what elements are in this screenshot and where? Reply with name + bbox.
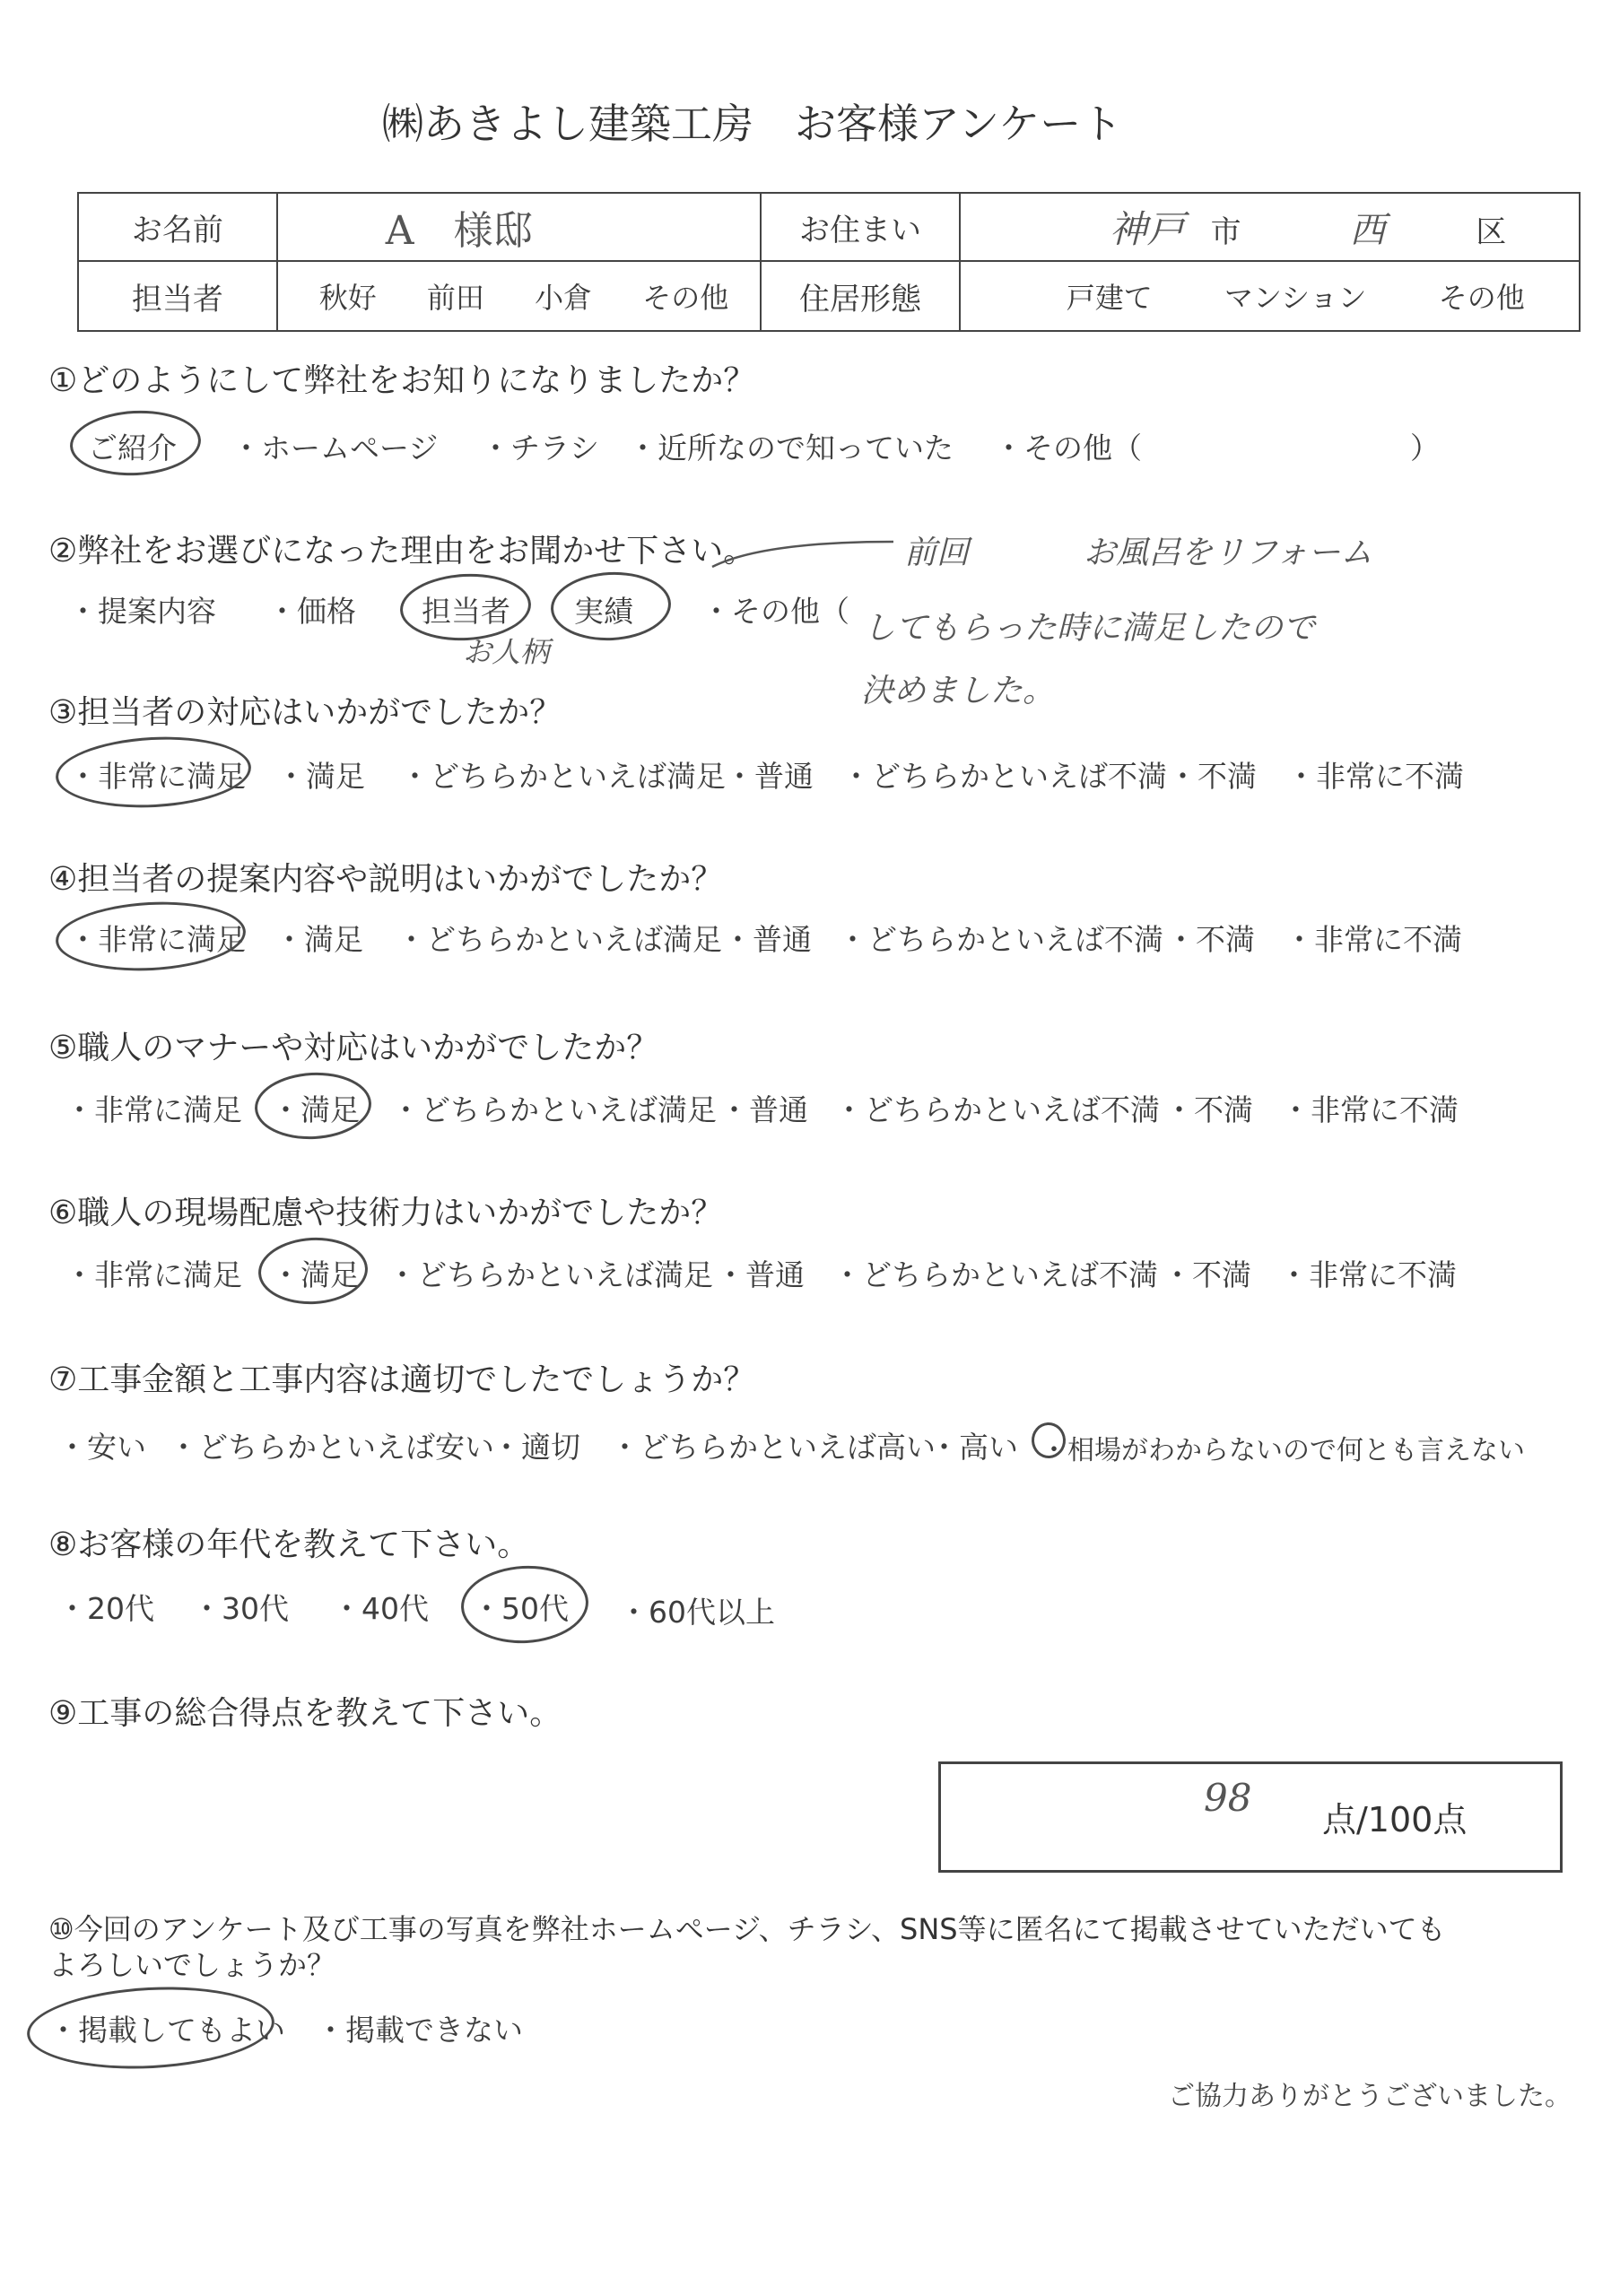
q6-option-very-satisfied[interactable]: ・非常に満足	[65, 1257, 242, 1292]
q3-option-neutral[interactable]: ・普通	[725, 759, 814, 794]
name-value	[277, 193, 761, 261]
staff-label: 担当者	[78, 261, 277, 331]
name-value-text: A 様邸	[385, 208, 533, 254]
name-label: お名前	[78, 193, 277, 261]
address-ward-suffix: 区	[1476, 214, 1507, 250]
selection-circle	[25, 1981, 276, 2074]
q1-option-nearby[interactable]: ・近所なので知っていた	[628, 430, 954, 465]
q3-option-very-dissatisfied[interactable]: ・非常に不満	[1286, 759, 1464, 794]
q5-option-very-dissatisfied[interactable]: ・非常に不満	[1281, 1092, 1459, 1127]
q7-option-cheap[interactable]: ・安い	[57, 1430, 146, 1465]
handwritten-note-line-1a: 前回	[904, 535, 970, 571]
q4-option-somewhat-satisfied[interactable]: ・どちらかといえば満足	[396, 922, 722, 957]
form-title: ㈱あきよし建築工房 お客様アンケート	[382, 100, 1123, 148]
q4-option-dissatisfied[interactable]: ・不満	[1166, 922, 1255, 957]
q3-option-satisfied[interactable]: ・満足	[276, 759, 365, 794]
address-city-suffix: 市	[1210, 214, 1241, 250]
q5-option-dissatisfied[interactable]: ・不満	[1164, 1092, 1253, 1127]
question-7: ⑦工事金額と工事内容は適切でしたでしょうか？	[48, 1361, 756, 1398]
q8-option-50s[interactable]: ・50代	[472, 1591, 569, 1626]
handwritten-note-line-2: してもらった時に満足したので	[863, 610, 1316, 647]
q6-option-somewhat-dissatisfied[interactable]: ・どちらかといえば不満	[832, 1257, 1158, 1292]
q1-option-flyer[interactable]: ・チラシ	[481, 430, 599, 465]
customer-info-table	[77, 192, 1581, 332]
handwritten-note-line-3: 決めました。	[861, 673, 1056, 709]
housing-label: 住居形態	[761, 261, 960, 331]
q3-option-somewhat-dissatisfied[interactable]: ・どちらかといえば不満	[841, 759, 1167, 794]
question-9: ⑨工事の総合得点を教えて下さい。	[48, 1695, 562, 1732]
housing-option: 戸建て	[1066, 281, 1153, 315]
handwritten-arrow-line	[709, 536, 897, 572]
q1-other-close: ）	[1410, 430, 1440, 465]
q5-option-very-satisfied[interactable]: ・非常に満足	[65, 1092, 242, 1127]
q5-option-neutral[interactable]: ・普通	[719, 1092, 808, 1127]
q4-option-neutral[interactable]: ・普通	[723, 922, 812, 957]
q4-option-somewhat-dissatisfied[interactable]: ・どちらかといえば不満	[838, 922, 1163, 957]
q7-option-appropriate[interactable]: ・適切	[492, 1430, 580, 1465]
q5-option-somewhat-satisfied[interactable]: ・どちらかといえば満足	[391, 1092, 717, 1127]
selection-circle	[253, 1070, 373, 1143]
q8-option-30s[interactable]: ・30代	[192, 1591, 289, 1626]
score-suffix: 点/100点	[1322, 1800, 1468, 1839]
closing-message: ご協力ありがとうございました。	[1168, 2081, 1572, 2112]
housing-option: その他	[1438, 281, 1525, 315]
q5-option-somewhat-dissatisfied[interactable]: ・どちらかといえば不満	[834, 1092, 1160, 1127]
q3-option-dissatisfied[interactable]: ・不満	[1168, 759, 1257, 794]
q6-option-dissatisfied[interactable]: ・不満	[1163, 1257, 1251, 1292]
question-2: ②弊社をお選びになった理由をお聞かせ下さい。	[48, 533, 756, 570]
question-8: ⑧お客様の年代を教えて下さい。	[48, 1526, 530, 1563]
q1-option-other[interactable]: ・その他（	[994, 430, 1142, 465]
question-3: ③担当者の対応はいかがでしたか？	[48, 694, 562, 731]
question-1: ①どのようにして弊社をお知りになりましたか？	[48, 362, 756, 399]
address-city: 神戸	[1109, 207, 1185, 251]
score-value: 98	[1204, 1776, 1252, 1820]
q8-option-20s[interactable]: ・20代	[57, 1591, 154, 1626]
q6-option-somewhat-satisfied[interactable]: ・どちらかといえば満足	[388, 1257, 713, 1292]
address-ward: 西	[1349, 210, 1386, 251]
staff-option: 秋好	[318, 281, 377, 315]
q7-option-expensive[interactable]: ・高い	[929, 1430, 1018, 1465]
housing-options	[960, 261, 1580, 331]
q8-option-40s[interactable]: ・40代	[332, 1591, 429, 1626]
staff-option: 前田	[426, 281, 484, 315]
q2-option-track-record[interactable]: 実績	[574, 594, 633, 629]
staff-option: 小倉	[535, 281, 593, 315]
q3-option-somewhat-satisfied[interactable]: ・どちらかといえば満足	[400, 759, 726, 794]
question-6: ⑥職人の現場配慮や技術力はいかがでしたか？	[48, 1195, 724, 1231]
question-4: ④担当者の提案内容や説明はいかがでしたか？	[48, 861, 724, 898]
q1-option-homepage[interactable]: ・ホームページ	[231, 430, 439, 465]
q7-option-unsure[interactable]: ・相場がわからないので何とも言えない	[1041, 1435, 1525, 1466]
selection-circle	[68, 407, 203, 479]
housing-option: マンション	[1224, 281, 1367, 315]
q6-option-very-dissatisfied[interactable]: ・非常に不満	[1279, 1257, 1457, 1292]
q6-option-satisfied[interactable]: ・満足	[271, 1257, 360, 1292]
q10-option-deny[interactable]: ・掲載できない	[316, 2013, 523, 2048]
selection-circle	[54, 732, 253, 812]
q4-option-very-dissatisfied[interactable]: ・非常に不満	[1285, 922, 1462, 957]
q2-option-staff[interactable]: 担当者	[422, 594, 510, 629]
q1-option-referral[interactable]: ご紹介	[88, 430, 177, 465]
address-value	[960, 193, 1580, 261]
q10-option-allow[interactable]: ・掲載してもよい	[48, 2013, 285, 2048]
selection-circle	[54, 898, 248, 976]
q2-option-price[interactable]: ・価格	[267, 594, 356, 629]
question-5: ⑤職人のマナーや対応はいかがでしたか？	[48, 1030, 659, 1066]
q3-option-very-satisfied[interactable]: ・非常に満足	[68, 759, 246, 794]
selection-circle	[549, 570, 673, 644]
q4-option-very-satisfied[interactable]: ・非常に満足	[68, 922, 246, 957]
q4-option-satisfied[interactable]: ・満足	[274, 922, 363, 957]
question-10: ⑩今回のアンケート及び工事の写真を弊社ホームページ、チラシ、SNS等に匿名にて掲載させていただいても	[48, 1912, 1446, 1946]
staff-options	[277, 261, 761, 331]
q5-option-satisfied[interactable]: ・満足	[271, 1092, 360, 1127]
q2-option-other[interactable]: ・その他（	[701, 594, 849, 629]
q8-option-60s-plus[interactable]: ・60代以上	[619, 1595, 775, 1630]
address-label: お住まい	[761, 193, 960, 261]
q6-option-neutral[interactable]: ・普通	[716, 1257, 805, 1292]
q7-option-somewhat-cheap[interactable]: ・どちらかといえば安い	[169, 1430, 494, 1465]
q7-option-somewhat-expensive[interactable]: ・どちらかといえば高い	[610, 1430, 936, 1465]
handwritten-note-personality: お人柄	[463, 635, 550, 669]
q2-option-proposal[interactable]: ・提案内容	[68, 594, 216, 629]
staff-option: その他	[642, 281, 729, 315]
selection-circle	[257, 1235, 370, 1307]
handwritten-note-line-1b: お風呂をリフォーム	[1084, 535, 1373, 571]
question-10-line-2: よろしいでしょうか？	[48, 1948, 336, 1982]
selection-circle	[459, 1562, 590, 1646]
